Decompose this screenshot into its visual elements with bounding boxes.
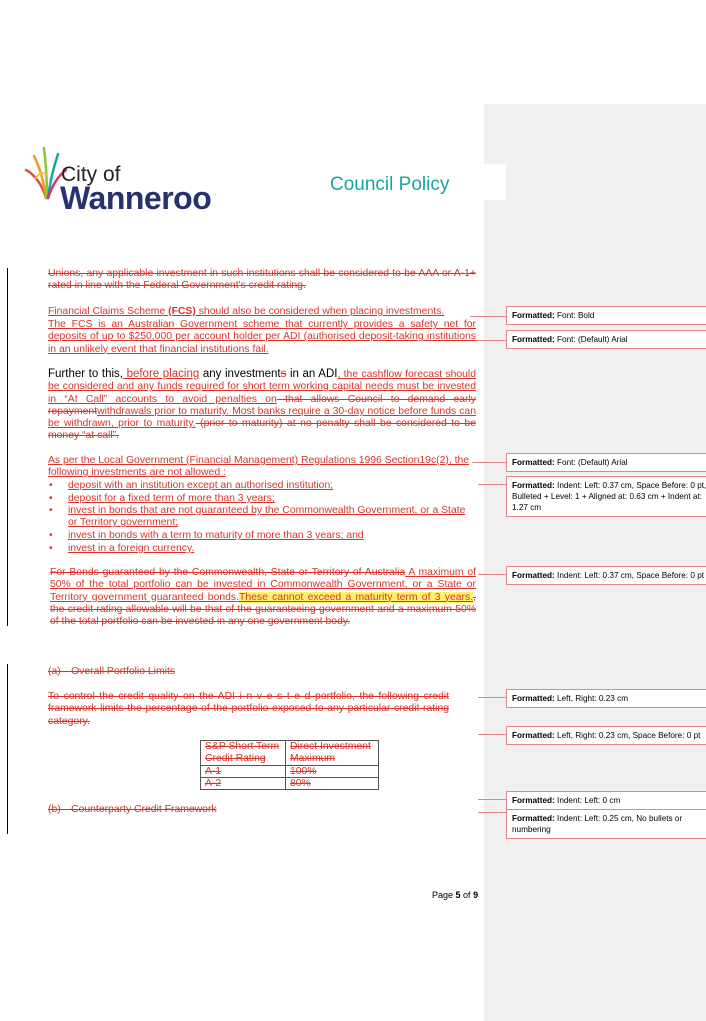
- page-number: 5: [455, 890, 461, 900]
- list-item: [48, 493, 476, 505]
- comment-text: Font: (Default) Arial: [554, 458, 628, 467]
- heading-portfolio-limits: (a) Overall Portfolio Limits: [48, 666, 176, 677]
- comment-label: Formatted:: [512, 335, 555, 344]
- comment-connector: [478, 484, 506, 485]
- list-item: [48, 480, 476, 492]
- bullet-icon: •: [49, 530, 53, 541]
- further-text-f: , the cashflow forecast should be considered and any funds required for short term working capital needs must be invested in “At Call” accounts to avoid penalties on: [48, 369, 476, 405]
- comment-connector: [470, 316, 506, 317]
- comment-bubble[interactable]: [506, 453, 706, 472]
- comment-bubble[interactable]: [506, 306, 706, 325]
- paragraph-credit-quality: To control the credit quality on the ADI i n v e s t e d portfolio, the following credit framework limits the percentage of the portfolio exposed to any particular credit rating category.: [48, 691, 449, 727]
- page-title: Council Policy: [330, 174, 450, 195]
- logo-wanneroo-text: Wanneroo: [60, 180, 212, 216]
- further-text-d: s: [280, 368, 287, 380]
- comment-bubble[interactable]: [506, 566, 706, 585]
- paragraph-fcs-detail: The FCS is an Australian Government scheme that currently provides a safety net for deposits of up to $250,000 per account holder per ADI (authorised deposit-taking institutions in an unlikely event that financial institutions fail.: [48, 319, 476, 355]
- comment-bubble[interactable]: [506, 689, 706, 708]
- table-cell: 100%: [286, 766, 379, 778]
- comments-pane: [484, 104, 706, 1021]
- table-header-row: [201, 741, 379, 766]
- comment-text: Indent: Left: 0.25 cm, No bullets or numbering: [512, 814, 683, 834]
- comment-text: Indent: Left: 0.37 cm, Space Before: 0 pt: [554, 571, 705, 580]
- comment-label: Formatted:: [512, 311, 555, 320]
- further-text-c: any investment: [199, 368, 281, 380]
- fcs-text-a: Financial Claims Scheme: [48, 306, 169, 317]
- bonds-text-d: , the credit rating allowable will be that of the guaranteeing government and a maximum 50% of the total portfolio can be invested in any one government body.: [50, 591, 476, 628]
- further-text-e: in an ADI: [286, 368, 338, 380]
- comment-connector: [478, 697, 506, 698]
- bonds-text-b: A maximum of 50% of the total portfolio can be invested in Commonwealth Government, or a State or Territory government guaranteed bonds.: [50, 567, 476, 603]
- comments-pane-notch: [484, 164, 506, 200]
- heading-counterparty: (b) Counterparty Credit Framework: [48, 804, 217, 815]
- page-total: 9: [473, 890, 479, 900]
- table-cell: 80%: [286, 778, 379, 790]
- comments-pane-top: [484, 0, 706, 104]
- comment-text: Indent: Left: 0.37 cm, Space Before: 0 pt, Bulleted + Level: 1 + Aligned at: 0.63 cm + Indent at: 1.27 cm: [512, 481, 706, 512]
- comment-bubble[interactable]: [506, 476, 706, 517]
- comment-connector: [478, 574, 506, 575]
- list-item: [48, 505, 476, 530]
- change-bar: [7, 268, 8, 626]
- credit-rating-table: [200, 740, 379, 790]
- further-text-a: Further to this,: [48, 368, 123, 380]
- comment-label: Formatted:: [512, 694, 555, 703]
- of-label: of: [460, 890, 474, 900]
- bonds-text-c: These cannot exceed a maturity term of 3 years.: [239, 591, 474, 603]
- table-cell: A-1: [201, 766, 286, 778]
- comment-bubble[interactable]: [506, 726, 706, 745]
- comment-connector: [478, 734, 506, 735]
- comment-text: Font: Bold: [554, 311, 595, 320]
- table-header-cell: S&P Short Term Credit Rating: [201, 741, 286, 766]
- comment-text: Left, Right: 0.23 cm: [554, 694, 629, 703]
- bullet-icon: •: [49, 480, 53, 491]
- comment-connector: [478, 812, 506, 813]
- table-row: [201, 778, 379, 790]
- bonds-text-a: For Bonds guaranteed by the Commonwealth, State or Territory of Australia: [50, 567, 406, 578]
- fcs-text-bold: (FCS): [168, 306, 196, 317]
- comment-label: Formatted:: [512, 458, 555, 467]
- list-item-text: invest in bonds with a term to maturity of more than 3 years; and: [68, 530, 364, 541]
- fcs-text-c: should also be considered when placing investments.: [195, 306, 445, 317]
- comment-label: Formatted:: [512, 796, 555, 805]
- table-row: [201, 766, 379, 778]
- page-label: Page: [432, 890, 456, 900]
- comment-label: Formatted:: [512, 814, 555, 823]
- further-text-b: before placing: [122, 368, 200, 380]
- bullet-icon: •: [49, 493, 53, 504]
- list-item-text: invest in bonds that are not guaranteed by the Commonwealth Government, or a State or Territory government;: [68, 505, 466, 529]
- paragraph-bonds: [50, 567, 476, 628]
- list-item: [48, 530, 476, 542]
- paragraph-unions: Unions, any applicable investment in such institutions shall be considered to be AAA or A-1+ rated in line with the Federal Government's credit rating.: [48, 268, 476, 292]
- page-footer: [432, 890, 478, 900]
- comment-text: Font: (Default) Arial: [554, 335, 628, 344]
- comment-label: Formatted:: [512, 481, 555, 490]
- list-item: [48, 543, 476, 555]
- comment-text: Indent: Left: 0 cm: [554, 796, 621, 805]
- table-header-cell: Direct Investment Maximum: [286, 741, 379, 766]
- comment-bubble[interactable]: [506, 809, 706, 839]
- list-item-text: invest in a foreign currency.: [68, 543, 195, 554]
- bullet-icon: •: [49, 505, 53, 516]
- further-text-i: (prior to maturity) at no penalty shall be considered to be money “at call”.: [48, 418, 476, 442]
- comment-connector: [472, 462, 506, 463]
- list-item-text: deposit with an institution except an authorised institution;: [68, 480, 334, 491]
- change-bar: [7, 664, 8, 834]
- comment-text: Left, Right: 0.23 cm, Space Before: 0 pt: [554, 731, 701, 740]
- comment-label: Formatted:: [512, 571, 555, 580]
- comment-bubble[interactable]: [506, 330, 706, 349]
- paragraph-regulations: As per the Local Government (Financial Management) Regulations 1996 Section19c(2), the following investments are not allowed :: [48, 455, 470, 479]
- comment-connector: [476, 340, 506, 341]
- bullet-icon: •: [49, 543, 53, 554]
- paragraph-further: [48, 368, 476, 443]
- comment-label: Formatted:: [512, 731, 555, 740]
- table-cell: A-2: [201, 778, 286, 790]
- logo-city-text: City of: [61, 163, 121, 186]
- paragraph-fcs-heading: [48, 306, 476, 318]
- comment-bubble[interactable]: [506, 791, 706, 810]
- list-item-text: deposit for a fixed term of more than 3 years;: [68, 493, 275, 504]
- further-text-g: that allows Council to demand early repayment: [48, 393, 476, 417]
- further-text-h: withdrawals prior to maturity. Most banks require a 30-day notice before funds can be withdrawn, prior to maturity.: [48, 405, 476, 430]
- comment-connector: [478, 799, 506, 800]
